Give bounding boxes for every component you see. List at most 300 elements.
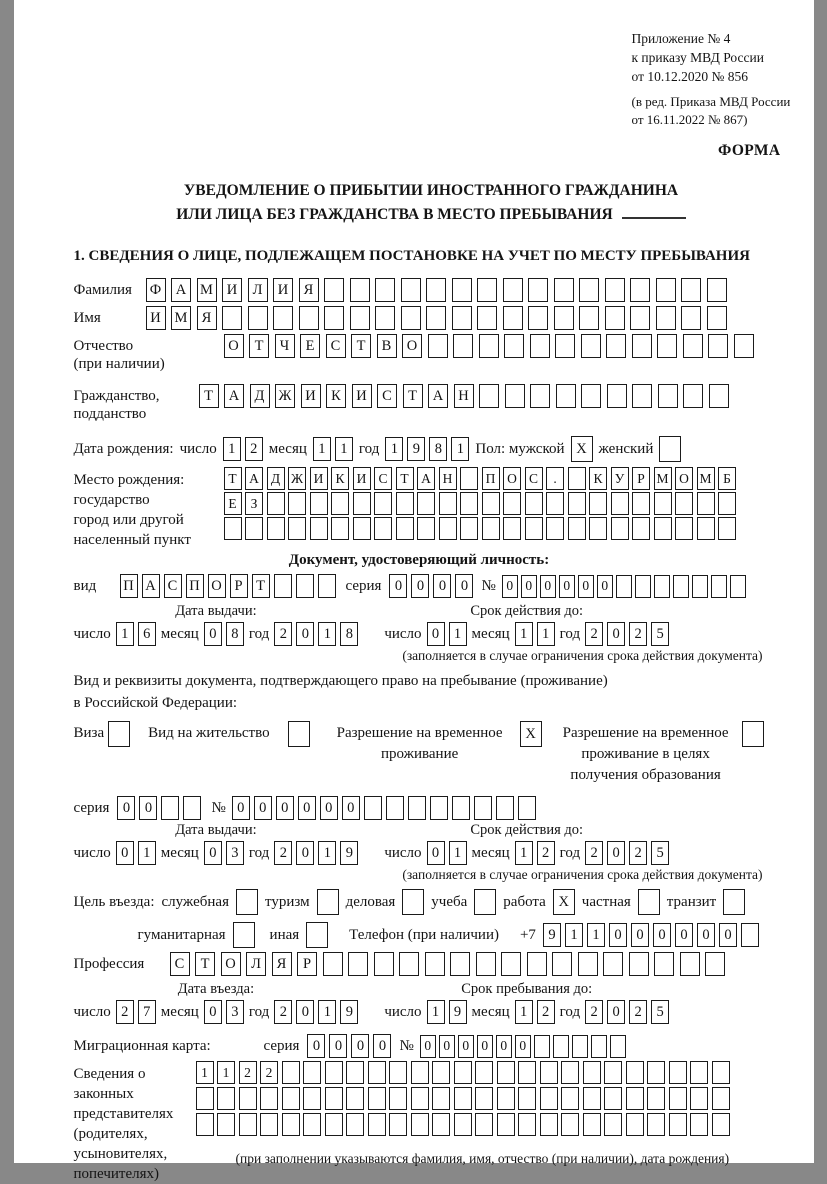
- char-box[interactable]: [317, 889, 339, 915]
- char-box[interactable]: Я: [197, 306, 217, 330]
- permit-issue-month-boxes[interactable]: [204, 841, 244, 865]
- char-box[interactable]: [411, 1113, 429, 1136]
- char-box[interactable]: 2: [629, 622, 647, 646]
- char-box[interactable]: [482, 492, 500, 515]
- char-box[interactable]: 0: [296, 622, 314, 646]
- char-box[interactable]: [626, 1113, 644, 1136]
- char-box[interactable]: [282, 1087, 300, 1110]
- char-box[interactable]: [654, 575, 670, 598]
- char-box[interactable]: [604, 1087, 622, 1110]
- char-box[interactable]: [452, 306, 472, 330]
- char-box[interactable]: [368, 1061, 386, 1084]
- char-box[interactable]: [568, 517, 586, 540]
- char-box[interactable]: [546, 492, 564, 515]
- char-box[interactable]: 0: [719, 923, 737, 947]
- char-box[interactable]: 0: [276, 796, 294, 820]
- char-box[interactable]: [325, 1061, 343, 1084]
- char-box[interactable]: 0: [307, 1034, 325, 1058]
- char-box[interactable]: 0: [597, 575, 613, 598]
- char-box[interactable]: 2: [274, 622, 292, 646]
- char-box[interactable]: [460, 492, 478, 515]
- char-box[interactable]: 0: [411, 574, 429, 598]
- char-box[interactable]: [452, 796, 470, 820]
- char-box[interactable]: 0: [342, 796, 360, 820]
- char-box[interactable]: [530, 384, 550, 408]
- char-box[interactable]: [673, 575, 689, 598]
- char-box[interactable]: [692, 575, 708, 598]
- char-box[interactable]: Т: [403, 384, 423, 408]
- birthplace-line1[interactable]: [224, 467, 737, 490]
- char-box[interactable]: [432, 1061, 450, 1084]
- char-box[interactable]: 1: [223, 437, 241, 461]
- char-box[interactable]: 9: [449, 1000, 467, 1024]
- char-box[interactable]: И: [301, 384, 321, 408]
- visa-checkbox[interactable]: [108, 721, 130, 747]
- char-box[interactable]: Т: [195, 952, 215, 976]
- char-box[interactable]: [239, 1087, 257, 1110]
- char-box[interactable]: 2: [537, 1000, 555, 1024]
- char-box[interactable]: [350, 306, 370, 330]
- char-box[interactable]: [454, 1061, 472, 1084]
- char-box[interactable]: М: [197, 278, 217, 302]
- char-box[interactable]: 0: [296, 1000, 314, 1024]
- char-box[interactable]: [683, 384, 703, 408]
- char-box[interactable]: Я: [299, 278, 319, 302]
- char-box[interactable]: [479, 384, 499, 408]
- char-box[interactable]: [426, 306, 446, 330]
- char-box[interactable]: О: [208, 574, 226, 598]
- char-box[interactable]: [690, 1061, 708, 1084]
- permit-issue-day-boxes[interactable]: [116, 841, 156, 865]
- birthplace-line3[interactable]: [224, 517, 737, 540]
- char-box[interactable]: Т: [252, 574, 270, 598]
- char-box[interactable]: Л: [248, 278, 268, 302]
- char-box[interactable]: А: [428, 384, 448, 408]
- char-box[interactable]: [540, 1113, 558, 1136]
- char-box[interactable]: И: [353, 467, 371, 490]
- char-box[interactable]: [578, 952, 598, 976]
- char-box[interactable]: 2: [585, 622, 603, 646]
- char-box[interactable]: [690, 1113, 708, 1136]
- char-box[interactable]: [503, 492, 521, 515]
- phone-boxes[interactable]: [543, 923, 759, 947]
- char-box[interactable]: [475, 1061, 493, 1084]
- char-box[interactable]: Р: [297, 952, 317, 976]
- char-box[interactable]: 8: [429, 437, 447, 461]
- char-box[interactable]: [635, 575, 651, 598]
- purpose-transit-checkbox[interactable]: [723, 889, 745, 915]
- char-box[interactable]: 0: [502, 575, 518, 598]
- char-box[interactable]: [707, 306, 727, 330]
- char-box[interactable]: 5: [651, 622, 669, 646]
- char-box[interactable]: X: [520, 721, 542, 747]
- char-box[interactable]: 1: [587, 923, 605, 947]
- char-box[interactable]: [482, 517, 500, 540]
- char-box[interactable]: 8: [340, 622, 358, 646]
- char-box[interactable]: [396, 492, 414, 515]
- char-box[interactable]: [432, 1113, 450, 1136]
- char-box[interactable]: [605, 306, 625, 330]
- valid-year-boxes[interactable]: [585, 622, 669, 646]
- char-box[interactable]: [428, 334, 448, 358]
- char-box[interactable]: [503, 306, 523, 330]
- char-box[interactable]: [630, 306, 650, 330]
- char-box[interactable]: [697, 492, 715, 515]
- migration-series-boxes[interactable]: [307, 1034, 391, 1058]
- char-box[interactable]: [248, 306, 268, 330]
- char-box[interactable]: [604, 1113, 622, 1136]
- char-box[interactable]: 2: [245, 437, 263, 461]
- char-box[interactable]: [669, 1061, 687, 1084]
- stay-month-boxes[interactable]: [515, 1000, 555, 1024]
- char-box[interactable]: [460, 517, 478, 540]
- char-box[interactable]: 0: [607, 1000, 625, 1024]
- char-box[interactable]: [108, 721, 130, 747]
- birth-year-boxes[interactable]: [385, 437, 469, 461]
- char-box[interactable]: 2: [260, 1061, 278, 1084]
- char-box[interactable]: [606, 334, 626, 358]
- char-box[interactable]: [331, 517, 349, 540]
- char-box[interactable]: [730, 575, 746, 598]
- char-box[interactable]: Д: [267, 467, 285, 490]
- char-box[interactable]: З: [245, 492, 263, 515]
- char-box[interactable]: [161, 796, 179, 820]
- char-box[interactable]: 0: [204, 841, 222, 865]
- char-box[interactable]: 9: [340, 841, 358, 865]
- char-box[interactable]: 0: [320, 796, 338, 820]
- char-box[interactable]: 0: [204, 622, 222, 646]
- entry-year-boxes[interactable]: [274, 1000, 358, 1024]
- char-box[interactable]: 0: [116, 841, 134, 865]
- char-box[interactable]: 0: [420, 1035, 436, 1058]
- permit-number-boxes[interactable]: [232, 796, 536, 820]
- char-box[interactable]: Р: [230, 574, 248, 598]
- char-box[interactable]: [267, 492, 285, 515]
- char-box[interactable]: [432, 1087, 450, 1110]
- char-box[interactable]: [675, 517, 693, 540]
- char-box[interactable]: [426, 278, 446, 302]
- char-box[interactable]: 9: [543, 923, 561, 947]
- char-box[interactable]: [552, 952, 572, 976]
- char-box[interactable]: [417, 517, 435, 540]
- char-box[interactable]: [741, 923, 759, 947]
- char-box[interactable]: [503, 278, 523, 302]
- char-box[interactable]: 0: [607, 841, 625, 865]
- char-box[interactable]: [497, 1087, 515, 1110]
- char-box[interactable]: 0: [389, 574, 407, 598]
- char-box[interactable]: 0: [298, 796, 316, 820]
- char-box[interactable]: [353, 517, 371, 540]
- char-box[interactable]: [236, 889, 258, 915]
- char-box[interactable]: 0: [458, 1035, 474, 1058]
- char-box[interactable]: [196, 1087, 214, 1110]
- char-box[interactable]: [589, 492, 607, 515]
- sex-male-checkbox[interactable]: [571, 436, 593, 462]
- char-box[interactable]: М: [171, 306, 191, 330]
- char-box[interactable]: [603, 952, 623, 976]
- char-box[interactable]: [425, 952, 445, 976]
- char-box[interactable]: [222, 306, 242, 330]
- char-box[interactable]: 1: [385, 437, 403, 461]
- char-box[interactable]: 1: [515, 622, 533, 646]
- issue-month-boxes[interactable]: [204, 622, 244, 646]
- char-box[interactable]: [591, 1035, 607, 1058]
- char-box[interactable]: П: [482, 467, 500, 490]
- char-box[interactable]: 3: [226, 841, 244, 865]
- char-box[interactable]: [368, 1113, 386, 1136]
- char-box[interactable]: Ж: [275, 384, 295, 408]
- char-box[interactable]: 0: [496, 1035, 512, 1058]
- char-box[interactable]: 0: [477, 1035, 493, 1058]
- char-box[interactable]: С: [377, 384, 397, 408]
- char-box[interactable]: [399, 952, 419, 976]
- char-box[interactable]: 2: [537, 841, 555, 865]
- char-box[interactable]: [402, 889, 424, 915]
- char-box[interactable]: [632, 384, 652, 408]
- char-box[interactable]: [245, 517, 263, 540]
- permit-valid-year-boxes[interactable]: [585, 841, 669, 865]
- char-box[interactable]: [583, 1113, 601, 1136]
- char-box[interactable]: С: [326, 334, 346, 358]
- char-box[interactable]: 1: [138, 841, 156, 865]
- char-box[interactable]: А: [171, 278, 191, 302]
- char-box[interactable]: [525, 517, 543, 540]
- char-box[interactable]: [260, 1113, 278, 1136]
- char-box[interactable]: [540, 1087, 558, 1110]
- purpose-work-checkbox[interactable]: [553, 889, 575, 915]
- char-box[interactable]: [303, 1061, 321, 1084]
- char-box[interactable]: 1: [449, 841, 467, 865]
- char-box[interactable]: [375, 278, 395, 302]
- char-box[interactable]: [239, 1113, 257, 1136]
- char-box[interactable]: 2: [585, 1000, 603, 1024]
- char-box[interactable]: [374, 952, 394, 976]
- char-box[interactable]: [401, 306, 421, 330]
- char-box[interactable]: [581, 334, 601, 358]
- char-box[interactable]: [368, 1087, 386, 1110]
- char-box[interactable]: [579, 306, 599, 330]
- issue-year-boxes[interactable]: [274, 622, 358, 646]
- char-box[interactable]: [303, 1087, 321, 1110]
- char-box[interactable]: [561, 1113, 579, 1136]
- char-box[interactable]: [503, 517, 521, 540]
- char-box[interactable]: [568, 467, 586, 490]
- char-box[interactable]: [310, 492, 328, 515]
- char-box[interactable]: 0: [232, 796, 250, 820]
- char-box[interactable]: П: [120, 574, 138, 598]
- char-box[interactable]: 1: [196, 1061, 214, 1084]
- char-box[interactable]: 0: [329, 1034, 347, 1058]
- char-box[interactable]: 0: [631, 923, 649, 947]
- char-box[interactable]: 1: [451, 437, 469, 461]
- char-box[interactable]: [497, 1061, 515, 1084]
- char-box[interactable]: П: [186, 574, 204, 598]
- char-box[interactable]: [611, 492, 629, 515]
- char-box[interactable]: 0: [521, 575, 537, 598]
- char-box[interactable]: [408, 796, 426, 820]
- char-box[interactable]: Ж: [288, 467, 306, 490]
- char-box[interactable]: [680, 952, 700, 976]
- char-box[interactable]: [518, 1087, 536, 1110]
- char-box[interactable]: [712, 1087, 730, 1110]
- char-box[interactable]: [742, 721, 764, 747]
- char-box[interactable]: [525, 492, 543, 515]
- char-box[interactable]: Л: [246, 952, 266, 976]
- char-box[interactable]: О: [503, 467, 521, 490]
- char-box[interactable]: 5: [651, 841, 669, 865]
- char-box[interactable]: [375, 306, 395, 330]
- char-box[interactable]: Н: [439, 467, 457, 490]
- char-box[interactable]: [346, 1113, 364, 1136]
- char-box[interactable]: [196, 1113, 214, 1136]
- char-box[interactable]: [374, 517, 392, 540]
- char-box[interactable]: Е: [224, 492, 242, 515]
- char-box[interactable]: X: [553, 889, 575, 915]
- char-box[interactable]: 1: [515, 841, 533, 865]
- char-box[interactable]: 1: [449, 622, 467, 646]
- char-box[interactable]: 0: [254, 796, 272, 820]
- char-box[interactable]: [324, 278, 344, 302]
- char-box[interactable]: И: [310, 467, 328, 490]
- char-box[interactable]: [303, 1113, 321, 1136]
- char-box[interactable]: [626, 1061, 644, 1084]
- purpose-private-checkbox[interactable]: [638, 889, 660, 915]
- char-box[interactable]: О: [221, 952, 241, 976]
- char-box[interactable]: [282, 1113, 300, 1136]
- char-box[interactable]: [656, 278, 676, 302]
- char-box[interactable]: [325, 1087, 343, 1110]
- char-box[interactable]: [479, 334, 499, 358]
- migration-number-boxes[interactable]: [420, 1035, 626, 1058]
- char-box[interactable]: [583, 1087, 601, 1110]
- char-box[interactable]: [224, 517, 242, 540]
- char-box[interactable]: 0: [607, 622, 625, 646]
- char-box[interactable]: 0: [697, 923, 715, 947]
- char-box[interactable]: [396, 517, 414, 540]
- char-box[interactable]: [610, 1035, 626, 1058]
- patronymic-boxes[interactable]: [224, 334, 754, 358]
- char-box[interactable]: 0: [204, 1000, 222, 1024]
- char-box[interactable]: [452, 278, 472, 302]
- char-box[interactable]: 1: [565, 923, 583, 947]
- birthplace-line2[interactable]: [224, 492, 737, 515]
- surname-boxes[interactable]: [146, 278, 727, 302]
- char-box[interactable]: [657, 334, 677, 358]
- char-box[interactable]: Ф: [146, 278, 166, 302]
- char-box[interactable]: М: [697, 467, 715, 490]
- char-box[interactable]: [453, 334, 473, 358]
- char-box[interactable]: 2: [629, 1000, 647, 1024]
- char-box[interactable]: [561, 1061, 579, 1084]
- char-box[interactable]: [632, 334, 652, 358]
- char-box[interactable]: А: [245, 467, 263, 490]
- char-box[interactable]: К: [589, 467, 607, 490]
- char-box[interactable]: [583, 1061, 601, 1084]
- char-box[interactable]: 0: [578, 575, 594, 598]
- char-box[interactable]: [718, 517, 736, 540]
- representatives-line3[interactable]: [196, 1113, 730, 1136]
- char-box[interactable]: [504, 334, 524, 358]
- char-box[interactable]: Т: [396, 467, 414, 490]
- char-box[interactable]: [589, 517, 607, 540]
- valid-day-boxes[interactable]: [427, 622, 467, 646]
- char-box[interactable]: 1: [116, 622, 134, 646]
- char-box[interactable]: [659, 436, 681, 462]
- char-box[interactable]: 0: [117, 796, 135, 820]
- char-box[interactable]: [260, 1087, 278, 1110]
- char-box[interactable]: [581, 384, 601, 408]
- char-box[interactable]: [233, 922, 255, 948]
- char-box[interactable]: [568, 492, 586, 515]
- char-box[interactable]: 0: [653, 923, 671, 947]
- representatives-line2[interactable]: [196, 1087, 730, 1110]
- char-box[interactable]: [697, 517, 715, 540]
- char-box[interactable]: [401, 278, 421, 302]
- char-box[interactable]: 0: [515, 1035, 531, 1058]
- char-box[interactable]: 0: [559, 575, 575, 598]
- char-box[interactable]: 3: [226, 1000, 244, 1024]
- citizenship-boxes[interactable]: [199, 384, 729, 408]
- char-box[interactable]: А: [224, 384, 244, 408]
- char-box[interactable]: [217, 1113, 235, 1136]
- char-box[interactable]: [709, 384, 729, 408]
- char-box[interactable]: Т: [249, 334, 269, 358]
- char-box[interactable]: [630, 278, 650, 302]
- char-box[interactable]: 0: [439, 1035, 455, 1058]
- char-box[interactable]: [518, 1061, 536, 1084]
- char-box[interactable]: [217, 1087, 235, 1110]
- char-box[interactable]: 1: [515, 1000, 533, 1024]
- blank-underline[interactable]: [622, 205, 686, 219]
- char-box[interactable]: [647, 1087, 665, 1110]
- char-box[interactable]: Т: [351, 334, 371, 358]
- char-box[interactable]: Я: [272, 952, 292, 976]
- char-box[interactable]: 0: [373, 1034, 391, 1058]
- char-box[interactable]: [654, 492, 672, 515]
- char-box[interactable]: [654, 952, 674, 976]
- char-box[interactable]: 2: [629, 841, 647, 865]
- char-box[interactable]: [654, 517, 672, 540]
- char-box[interactable]: 0: [139, 796, 157, 820]
- char-box[interactable]: [411, 1061, 429, 1084]
- purpose-other-checkbox[interactable]: [306, 922, 328, 948]
- char-box[interactable]: 0: [675, 923, 693, 947]
- char-box[interactable]: [331, 492, 349, 515]
- char-box[interactable]: [324, 306, 344, 330]
- char-box[interactable]: И: [352, 384, 372, 408]
- char-box[interactable]: [647, 1061, 665, 1084]
- char-box[interactable]: [605, 278, 625, 302]
- char-box[interactable]: 2: [239, 1061, 257, 1084]
- char-box[interactable]: [475, 1113, 493, 1136]
- char-box[interactable]: [629, 952, 649, 976]
- char-box[interactable]: 2: [274, 1000, 292, 1024]
- char-box[interactable]: [501, 952, 521, 976]
- birth-month-boxes[interactable]: [313, 437, 353, 461]
- char-box[interactable]: [288, 492, 306, 515]
- char-box[interactable]: [288, 517, 306, 540]
- issue-day-boxes[interactable]: [116, 622, 156, 646]
- char-box[interactable]: Р: [632, 467, 650, 490]
- char-box[interactable]: [477, 278, 497, 302]
- char-box[interactable]: Д: [250, 384, 270, 408]
- doc-series-boxes[interactable]: [389, 574, 473, 598]
- char-box[interactable]: [306, 922, 328, 948]
- char-box[interactable]: С: [525, 467, 543, 490]
- entry-day-boxes[interactable]: [116, 1000, 156, 1024]
- char-box[interactable]: [323, 952, 343, 976]
- char-box[interactable]: В: [377, 334, 397, 358]
